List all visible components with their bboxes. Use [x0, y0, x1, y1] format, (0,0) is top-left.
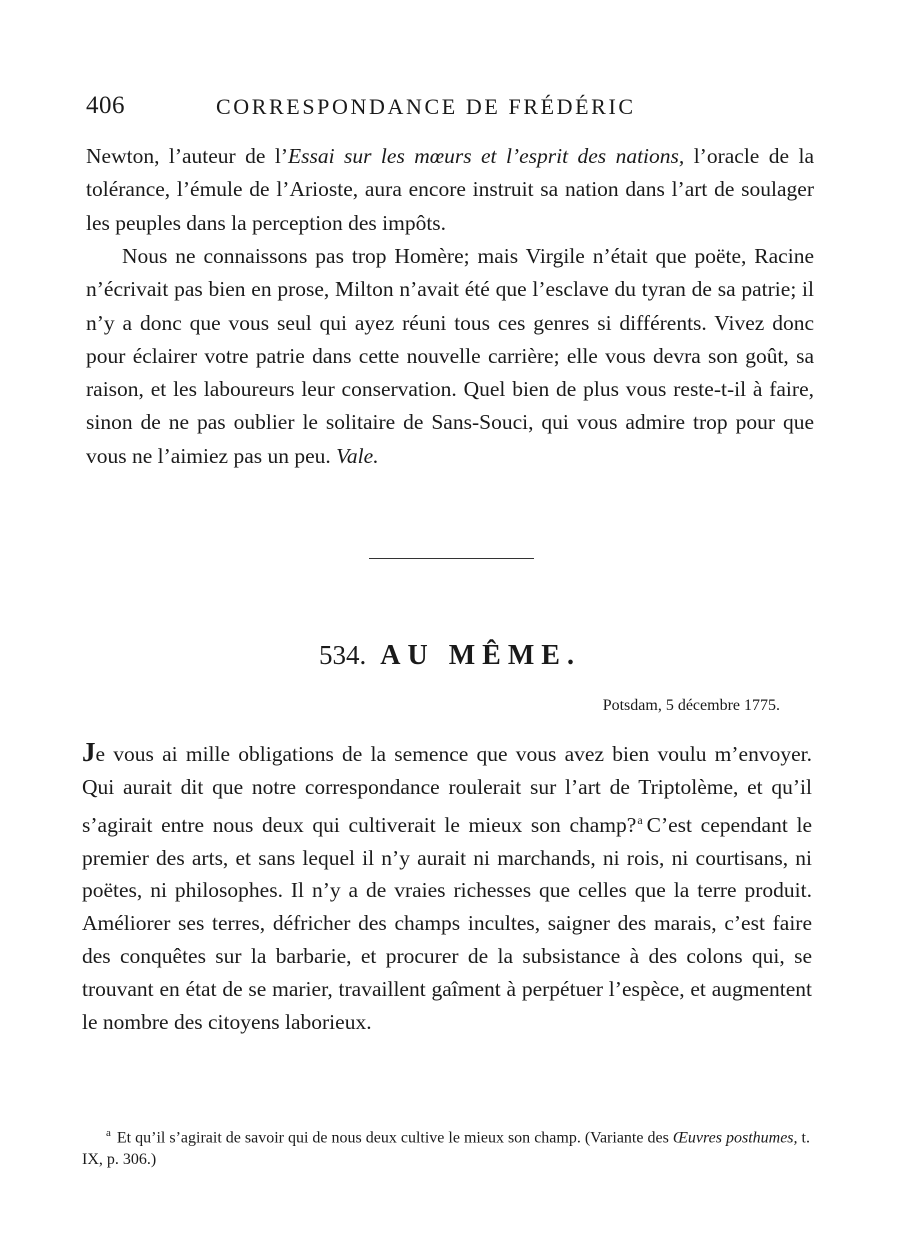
footnote-marker: a — [106, 1127, 111, 1139]
footnote — [82, 1122, 810, 1171]
continuation-paragraph-1 — [86, 140, 814, 240]
section-divider — [369, 558, 534, 559]
running-title: CORRESPONDANCE DE FRÉDÉRIC — [216, 94, 636, 119]
letter-title: AU MÊME. — [380, 640, 581, 671]
closing-vale: Vale. — [336, 443, 379, 468]
letter-number: 534. — [319, 640, 367, 670]
continuation-paragraph-2 — [86, 240, 814, 473]
book-title-italic: Essai sur les mœurs et l’esprit des nations, — [288, 144, 685, 168]
paragraph-text: Newton, l’auteur de l’ — [86, 144, 288, 168]
footnote-reference: a — [637, 812, 643, 827]
footnote-italic-title: Œuvres posthumes, — [672, 1129, 798, 1147]
running-head — [86, 92, 816, 128]
drop-cap: J — [82, 737, 96, 767]
letter-body — [82, 736, 812, 1038]
letter-heading — [0, 640, 900, 672]
dateline: Potsdam, 5 décembre 1775. — [602, 697, 780, 714]
page-number: 406 — [86, 92, 125, 119]
paragraph-text: l’oracle de la tolérance, l’émule de l’Arioste, aura encore instruit sa nation dans l’art de soulager les peuples dans la perception des impôts. — [86, 144, 814, 235]
letter-text: e vous ai mille obligations de la semence que vous avez bien voulu m’envoyer. Qui aurait dit que notre correspondance roulerait sur l’art de Triptolème, et qu’il s’agirait entre nous deux qui cultiverait le mieux son champ? — [82, 742, 812, 837]
footnote-text: t. IX, p. 306.) — [82, 1129, 810, 1169]
paragraph-text: Nous ne connaissons pas trop Homère; mais Virgile n’était que poëte, Racine n’écrivait pas bien en prose, Milton n’avait été que l’esclave du tyran de sa patrie; il n’y a donc que vous seul qui ayez réuni tous ces genres si différents. Vivez donc pour éclairer votre patrie dans cette nouvelle carrière; elle vous devra son goût, sa raison, et les laboureurs leur conservation. Quel bien de plus vous reste-t-il à faire, sinon de ne pas oublier le solitaire de Sans-Souci, qui vous admire trop pour que vous ne l’aimiez pas un peu. — [86, 244, 814, 468]
footnote-text: Et qu’il s’agirait de savoir qui de nous deux cultive le mieux son champ. (Variante des — [116, 1129, 673, 1147]
letter-text: C’est cependant le premier des arts, et sans lequel il n’y aurait ni marchands, ni rois, ni courtisans, ni poëtes, ni philosophes. Il n’y a de vraies richesses que celles que la terre produit. Améliorer ses terres, défricher des champs incultes, saigner des marais, c’est faire des conquêtes sur la barbarie, et procurer de la subsistance à des colons qui, se trouvant en état de se marier, travaillent gaîment à perpétuer l’espèce, et augmentent le nombre des citoyens laborieux. — [82, 812, 812, 1034]
